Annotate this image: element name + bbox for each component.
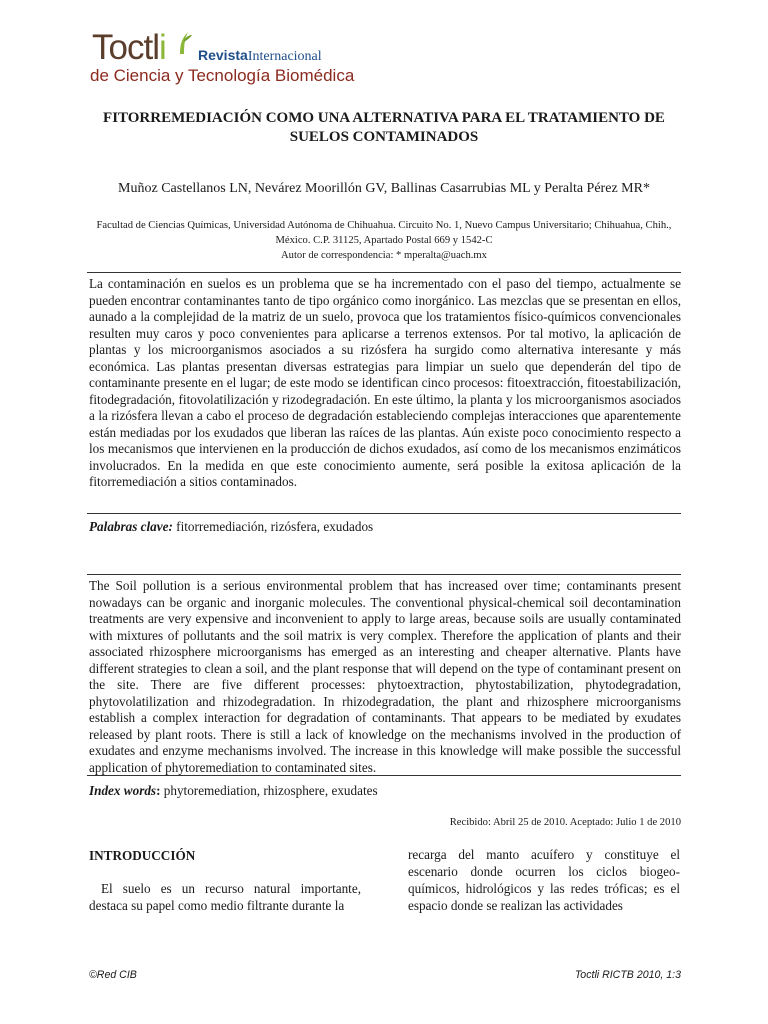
logo-word-text: Toctl (92, 28, 159, 67)
article-title: FITORREMEDIACIÓN COMO UNA ALTERNATIVA PARA EL TRATAMIENTO DE SUELOS CONTAMINADOS (103, 110, 665, 145)
abstract-es-text: La contaminación en suelos es un problema que se ha incrementado con el paso del tiempo, actualmente se pueden encontrar contaminantes tanto de tipo orgánico como inorgánico. Las mezclas que se presentan en ellos, aunado a la complejidad de la matriz de un suelo, provoca que los tratamientos físico-químicos convencionales resulten muy caros y poco convenientes para aplicarse a terrenos extensos. Por tal motivo, la aplicación de plantas y los microorganismos asociados a su rizósfera ha surgido como alternativa interesante y más económica. Las plantas presentan diversas estrategias para limpiar un suelo que dependerán del tipo de contaminante presente en el lugar; de este modo se identifican cinco procesos: fitoextracción, fitoestabilización, fitodegradación, fitovolatilización y rizodegradación. En este último, la planta y los microorganismos asociados a la rizósfera llevan a cabo el proceso de degradación estableciendo complejas interacciones que aparentemente están mediadas por los exudados que liberan las raíces de las plantas. Aún existe poco conocimiento respecto a los mecanismos que intervienen en la producción de dichos exudados, así como de los mecanismos enzimáticos involucrados. En la medida en que este conocimiento aumente, será posible la exitosa aplicación de la fitorremediación a sitios contaminados. (89, 276, 681, 489)
article-authors: Muñoz Castellanos LN, Nevárez Moorillón GV, Ballinas Casarrubias ML y Peralta Pérez MR* (118, 181, 650, 196)
journal-logo (90, 28, 355, 90)
intro-right-paragraph: recarga del manto acuífero y constituye el escenario donde ocurren los ciclos biogeo-químicos, hidrológicos y las redes tróficas; es el espacio donde se realizan las actividades (408, 847, 680, 913)
abstract-es (89, 276, 681, 491)
logo-revista-bold: Revista (198, 47, 248, 63)
abstract-en-text: The Soil pollution is a serious environmental problem that has increased over time; contaminants present nowadays can be organic and inorganic molecules. The conventional physical-chemical soil decontamination treatments are very expensive and inconvenient to apply to large areas, because soils are usually contaminated with mixtures of pollutants and the soil matrix is very complex. Therefore the application of plants and their associated rhizosphere microorganisms has emerged as an interesting and cheaper alternative. Plants have different strategies to clean a soil, and the plant response that will depend on the type of contaminant present on the site. There are five different processes: phytoextraction, phytostabilization, phytodegradation, phytovolatilization and rhizodegradation. In rhizodegradation, the plant and rhizosphere microorganisms establish a complex interaction for degradation of contaminants. That appears to be mediated by exudates released by plant roots. There is still a lack of knowledge on the mechanisms involved in the production of exudates and enzyme mechanisms involved. The increase in this knowledge will make possible the successful application of phytoremediation to contaminated sites. (89, 578, 681, 775)
logo-word (92, 30, 166, 66)
affiliation-text: Facultad de Ciencias Químicas, Universidad Autónoma de Chihuahua. Circuito No. 1, Nuevo Campus Universitario; Chihuahua, Chih., México. C.P. 31125, Apartado Postal 669 y 1542-C (96, 220, 672, 246)
keywords-es (89, 518, 373, 535)
keywords-en (89, 782, 378, 799)
logo-internacional: Internacional (247, 49, 322, 64)
section-heading-introduccion: INTRODUCCIÓN (89, 848, 196, 863)
affiliation-block (80, 218, 688, 263)
abstract-en (89, 578, 681, 776)
keywords-en-label: Index words (89, 783, 157, 798)
logo-subtitle: de Ciencia y Tecnología Biomédica (90, 66, 355, 85)
leaf-icon (176, 28, 192, 54)
keywords-es-label: Palabras clave: (89, 519, 173, 534)
keywords-en-value: phytoremediation, rhizosphere, exudates (160, 783, 378, 798)
intro-left-paragraph: El suelo es un recurso natural importante, destaca su papel como medio filtrante durante la (89, 881, 361, 913)
footer-copyright: ©Red CIB (89, 969, 137, 981)
correspondence-text: Autor de correspondencia: * mperalta@uach.mx (281, 250, 487, 261)
logo-leaf-letter: i (158, 28, 166, 67)
received-dates: Recibido: Abril 25 de 2010. Aceptado: Julio 1 de 2010 (449, 817, 681, 828)
footer-citation: Toctli RICTB 2010, 1:3 (574, 969, 681, 981)
keywords-en-colon: : (156, 783, 161, 798)
logo-revista (198, 47, 322, 65)
keywords-es-value: fitorremediación, rizósfera, exudados (172, 519, 374, 534)
